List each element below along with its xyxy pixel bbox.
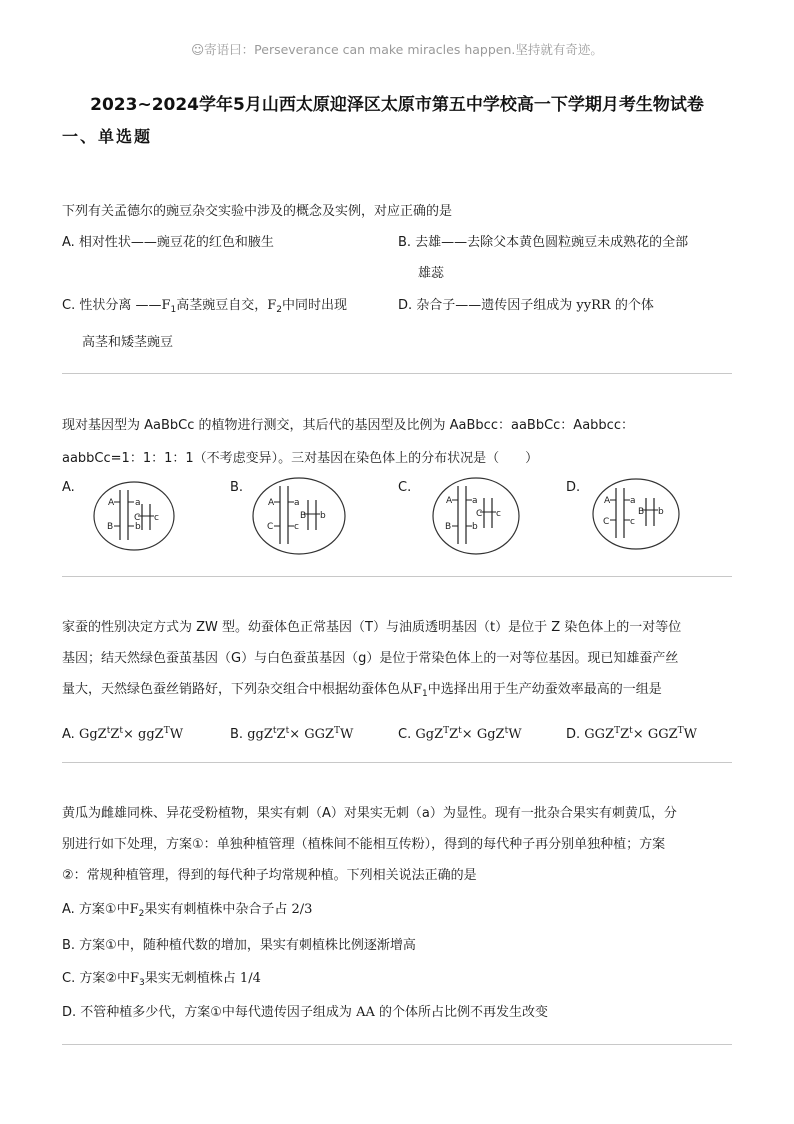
q3-a-s3: T: [163, 726, 170, 736]
allele-label: b: [658, 507, 664, 517]
q3-b-s1: t: [272, 726, 277, 736]
allele-label: C: [603, 517, 610, 527]
q2-option-a-label[interactable]: A.: [62, 480, 75, 495]
q4-a-pre: A. 方案①中: [62, 902, 130, 917]
allele-label: C: [267, 522, 274, 532]
question-3-stem-line1: 家蚕的性别决定方式为 ZW 型。幼蚕体色正常基因（T）与油质透明基因（t）是位于 Z 染色体上的一对等位: [62, 620, 682, 635]
q3-d-p1: GGZ: [584, 727, 615, 742]
q3-stem3-pre: 量大，天然绿色蚕丝销路好，下列杂交组合中根据幼蚕体色从: [62, 682, 414, 697]
question-3: [62, 612, 738, 710]
q1-c-f2: F: [267, 298, 277, 313]
allele-label: B: [300, 511, 307, 521]
q3-a-p4: W: [169, 727, 184, 742]
q3-b-label: B.: [230, 727, 244, 742]
q3-a-s1: t: [106, 726, 111, 736]
question-2-stem-line1: 现对基因型为 AaBbCc 的植物进行测交，其后代的基因型及比例为 AaBbcc：aaBbCc：Aabbcc：: [62, 418, 634, 433]
question-4-stem-line1: 黄瓜为雌雄同株、异花受粉植物，果实有刺（A）对果实无刺（a）为显性。现有一批杂合果实有刺黄瓜，分: [62, 806, 677, 821]
allele-label: b: [135, 522, 141, 532]
q4-c-pre: C. 方案②中: [62, 971, 130, 986]
q3-c-label: C.: [398, 727, 412, 742]
q3-b-p4: W: [340, 727, 354, 742]
q2-cell-diagram-c[interactable]: [430, 476, 522, 556]
q1-d-pre: D. 杂合子——遗传因子组成为: [398, 298, 573, 313]
q3-d-s1: T: [614, 726, 621, 736]
allele-label: a: [630, 496, 636, 506]
q3-stem3-post: 中选择出用于生产幼蚕效率最高的一组是: [427, 682, 662, 697]
q3-d-s3: T: [677, 726, 684, 736]
question-1: [62, 196, 738, 227]
q3-c-s3: t: [504, 726, 509, 736]
question-4-stem-line2: 别进行如下处理，方案①：单独种植管理（植株间不能相互传粉），得到的每代种子再分别单独种植；方案: [62, 837, 666, 852]
q3-d-label: D.: [566, 727, 581, 742]
q4-option-d[interactable]: [62, 997, 548, 1028]
q4-a-f: F: [129, 902, 139, 917]
q2-option-c-label[interactable]: C.: [398, 480, 412, 495]
allele-label: a: [472, 496, 478, 506]
q4-a-sub: 2: [138, 909, 145, 919]
q2-cell-diagram-d[interactable]: [590, 476, 682, 552]
q3-d-p3: × GGZ: [632, 727, 678, 742]
allele-label: c: [154, 513, 159, 523]
q3-c-p1: GgZ: [415, 727, 444, 742]
q4-d-geno: AA: [356, 1005, 375, 1020]
allele-label: c: [496, 509, 501, 519]
divider-1: [62, 373, 732, 374]
q1-c-f1-sub: 1: [170, 305, 177, 315]
q3-c-p3: × GgZ: [461, 727, 505, 742]
q1-c-mid: 高茎豌豆自交，: [176, 298, 268, 313]
q1-option-b-cont: 雄蕊: [418, 266, 445, 281]
q3-option-a[interactable]: [62, 716, 183, 750]
section-heading: 一、单选题: [62, 127, 153, 146]
q3-c-p2: Z: [449, 727, 459, 742]
q3-option-b[interactable]: [230, 716, 353, 750]
q4-d-post: 的个体所占比例不再发生改变: [379, 1005, 549, 1020]
question-4-stem-line3: ②：常规种植管理，得到的每代种子均常规种植。下列相关说法正确的是: [62, 868, 477, 883]
q3-a-p1: GgZ: [78, 727, 107, 742]
q1-c-pre: C. 性状分离 ——: [62, 298, 162, 313]
q3-c-s2: t: [458, 726, 462, 736]
question-2: [62, 410, 738, 474]
question-2-stem-line2: aabbCc=1：1：1：1（不考虑变异）。三对基因在染色体上的分布状况是（ ）: [62, 451, 539, 466]
q3-c-s1: T: [443, 726, 450, 736]
q3-option-c[interactable]: [398, 716, 522, 750]
question-1-stem: 下列有关孟德尔的豌豆杂交实验中涉及的概念及实例，对应正确的是: [62, 204, 453, 219]
q3-b-s3: T: [334, 726, 341, 736]
q1-option-c-cont: 高茎和矮茎豌豆: [82, 335, 174, 350]
q4-option-a[interactable]: [62, 894, 312, 930]
q1-option-a[interactable]: A. 相对性状——豌豆花的红色和腋生: [62, 235, 274, 250]
motto-header: ☺寄语曰：Perseverance can make miracles happen.坚持就有奇迹。: [191, 42, 603, 57]
allele-label: B: [638, 507, 645, 517]
q3-stem3-sub: 1: [422, 689, 428, 699]
q3-stem3-f: F: [413, 682, 423, 697]
cell-membrane: [593, 479, 679, 549]
q1-option-d[interactable]: [398, 290, 654, 321]
divider-3: [62, 762, 732, 763]
cell-membrane: [253, 478, 345, 554]
allele-label: c: [294, 522, 299, 532]
q3-b-s2: t: [285, 726, 290, 736]
q1-d-post: 的个体: [614, 298, 654, 313]
q3-d-s2: t: [629, 726, 633, 736]
question-3-stem-line2: 基因；结天然绿色蚕茧基因（G）与白色蚕茧基因（g）是位于常染色体上的一对等位基因。现已知雄蚕产丝: [62, 651, 679, 666]
q3-b-p1: ggZ: [247, 727, 273, 742]
divider-4: [62, 1044, 732, 1045]
q3-d-p2: Z: [620, 727, 630, 742]
allele-label: A: [604, 496, 611, 506]
question-3-stem-line3: [62, 674, 738, 710]
q3-b-p3: × GGZ: [289, 727, 335, 742]
q4-option-b[interactable]: B. 方案①中，随种植代数的增加，果实有刺植株比例逐渐增高: [62, 938, 416, 953]
allele-label: A: [268, 498, 275, 508]
q2-cell-diagram-b[interactable]: [250, 476, 348, 556]
q1-c-f1: F: [161, 298, 171, 313]
q3-a-label: A.: [62, 727, 75, 742]
allele-label: a: [294, 498, 300, 508]
q2-cell-diagram-a[interactable]: [92, 480, 176, 552]
q1-c-f2-sub: 2: [276, 305, 283, 315]
q1-option-c[interactable]: [62, 290, 347, 326]
q2-option-b-label[interactable]: B.: [230, 480, 244, 495]
q4-a-val: 2/3: [291, 902, 313, 917]
q2-option-d-label[interactable]: D.: [566, 480, 581, 495]
allele-label: a: [135, 498, 141, 508]
q3-a-s2: t: [119, 726, 123, 736]
allele-label: A: [446, 496, 453, 506]
allele-label: C: [134, 513, 141, 523]
q3-d-p4: W: [683, 727, 698, 742]
page-title: 2023~2024学年5月山西太原迎泽区太原市第五中学校高一下学期月考生物试卷: [90, 95, 704, 115]
q4-c-post: 果实无刺植株占: [144, 971, 236, 986]
q4-c-sub: 3: [139, 978, 145, 988]
question-4: [62, 798, 738, 891]
divider-2: [62, 576, 732, 577]
allele-label: b: [320, 511, 326, 521]
q4-option-c[interactable]: [62, 963, 261, 999]
q4-a-post: 果实有刺植株中杂合子占: [144, 902, 288, 917]
q1-option-b[interactable]: B. 去雄——去除父本黄色圆粒豌豆未成熟花的全部: [398, 235, 689, 250]
q3-option-d[interactable]: [566, 716, 697, 750]
q3-a-p2: Z: [110, 727, 120, 742]
q3-a-p3: × ggZ: [122, 727, 164, 742]
allele-label: B: [107, 522, 114, 532]
q3-c-p4: W: [508, 727, 522, 742]
q3-b-p2: Z: [276, 727, 286, 742]
allele-label: b: [472, 522, 478, 532]
allele-label: c: [630, 517, 635, 527]
q4-d-pre: D. 不管种植多少代，方案①中每代遗传因子组成为: [62, 1005, 352, 1020]
q4-c-val: 1/4: [239, 971, 261, 986]
allele-label: C: [476, 509, 483, 519]
allele-label: A: [108, 498, 115, 508]
q4-c-f: F: [130, 971, 140, 986]
allele-label: B: [445, 522, 452, 532]
q1-c-post: 中同时出现: [282, 298, 348, 313]
q1-d-geno: yyRR: [576, 298, 611, 313]
